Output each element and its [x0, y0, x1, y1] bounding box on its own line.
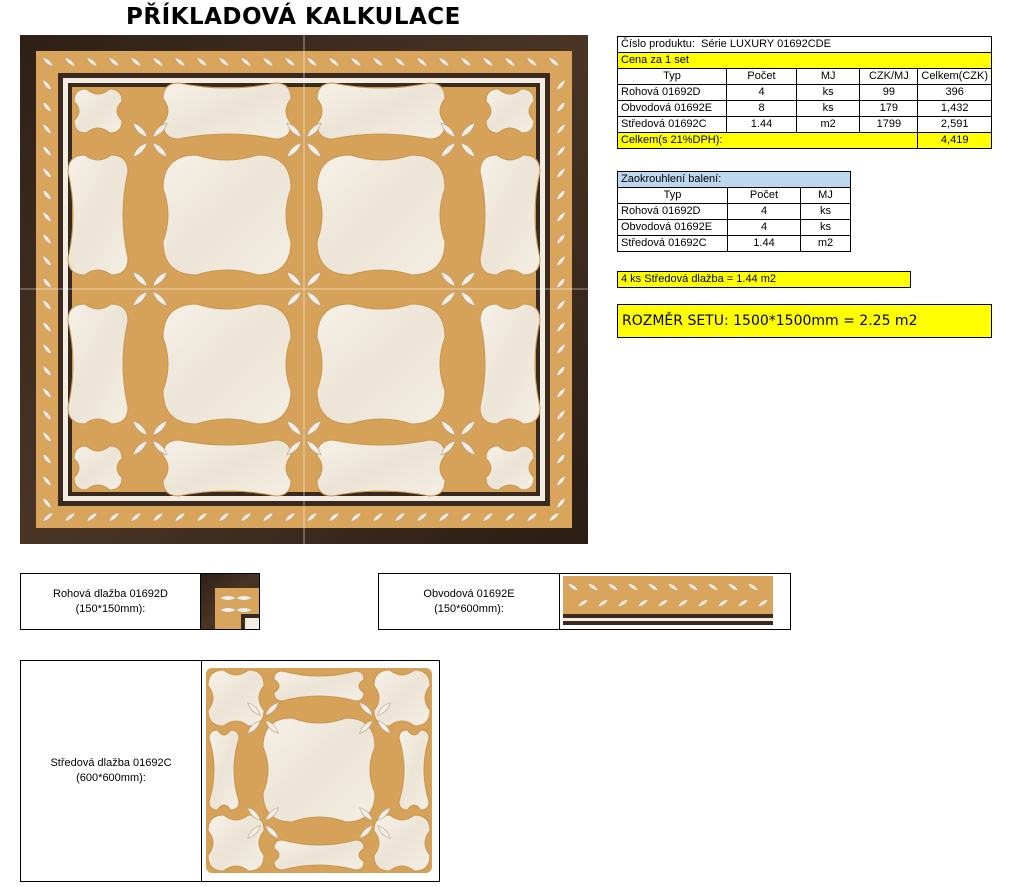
- tile-set-preview: [20, 35, 588, 544]
- center-tile-image: [206, 668, 432, 873]
- product-row: Číslo produktu: Série LUXURY 01692CDE: [618, 37, 992, 53]
- rounding-table: Zaokrouhlení balení: Typ Počet MJ Rohová 01692D 4 ks Obvodová 01692E 4 ks Středová 01692C 1.44 m2: [617, 171, 851, 252]
- corner-tile-size: (150*150mm):: [75, 602, 146, 615]
- center-tile-sample: [20, 660, 440, 882]
- rounding-header: Zaokrouhlení balení:: [618, 172, 851, 188]
- center-tile-size: (600*600mm):: [76, 772, 146, 784]
- table-row: Rohová 01692D 4 ks: [618, 204, 851, 220]
- table-row: Rohová 01692D 4 ks 99 396: [618, 85, 992, 101]
- border-tile-size: (150*600mm):: [434, 602, 504, 615]
- table-row: Obvodová 01692E 4 ks: [618, 220, 851, 236]
- border-tile-image: [563, 576, 773, 628]
- table-row: Středová 01692C 1.44 m2: [618, 236, 851, 252]
- table-row: Středová 01692C 1.44 m2 1799 2,591: [618, 117, 992, 133]
- corner-tile-image: [201, 574, 259, 629]
- price-header: Cena za 1 set: [618, 53, 992, 69]
- conversion-note: 4 ks Středová dlažba = 1.44 m2: [617, 271, 911, 288]
- set-size-box: ROZMĚR SETU: 1500*1500mm = 2.25 m2: [617, 304, 992, 338]
- corner-tile-sample: [20, 573, 260, 630]
- border-tile-name: Obvodová 01692E: [423, 587, 515, 600]
- table-row: Obvodová 01692E 8 ks 179 1,432: [618, 101, 992, 117]
- price-table: Číslo produktu: Série LUXURY 01692CDE Cena za 1 set Typ Počet MJ CZK/MJ Celkem(CZK) Rohová 01692D 4 ks 99 396 Obvodová 01692E 8 ks 179 1,432 Středová 01692C 1.44 m2 1799 2,591 Celkem(s 21%DPH): 4,419: [617, 36, 992, 149]
- corner-tile-name: Rohová dlažba 01692D: [53, 587, 168, 600]
- border-tile-sample: [378, 573, 791, 630]
- page-title: PŘÍKLADOVÁ KALKULACE: [126, 4, 461, 30]
- total-row: Celkem(s 21%DPH): 4,419: [618, 133, 992, 149]
- center-tile-name: Středová dlažba 01692C: [50, 757, 172, 769]
